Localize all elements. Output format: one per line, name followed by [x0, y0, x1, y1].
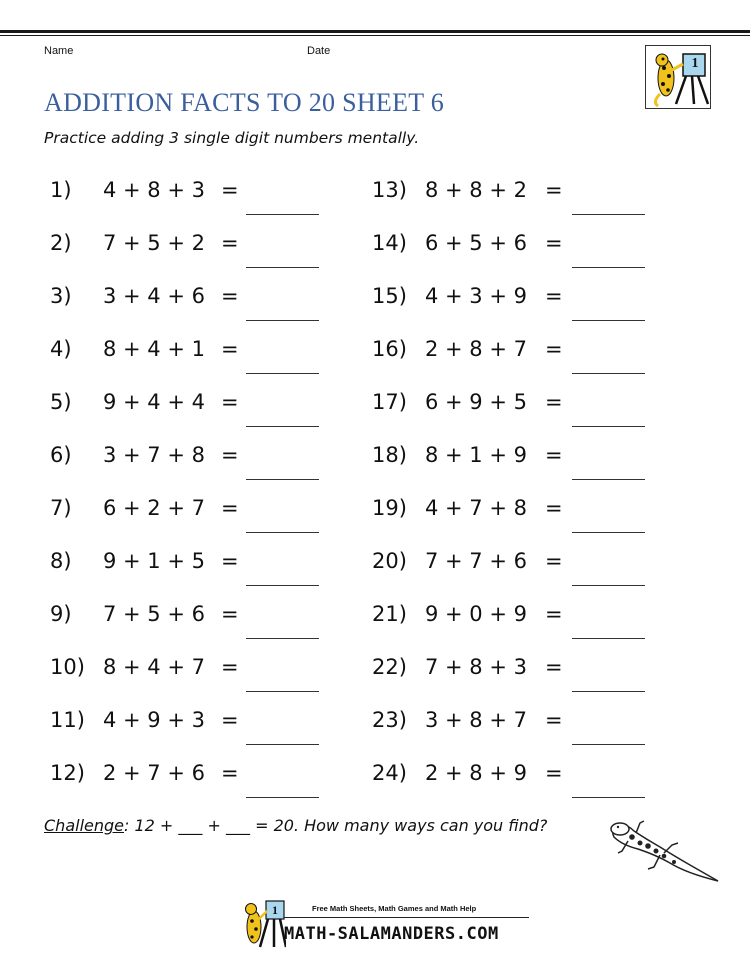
- answer-blank[interactable]: [246, 426, 319, 427]
- problem-number: 5): [50, 390, 72, 414]
- answer-blank[interactable]: [246, 744, 319, 745]
- equals-sign: =: [221, 443, 239, 467]
- equals-sign: =: [545, 443, 563, 467]
- answer-blank[interactable]: [572, 320, 645, 321]
- problem-number: 19): [372, 496, 407, 520]
- problem-row: [372, 749, 750, 802]
- problem-expression: 6 + 5 + 6: [425, 231, 527, 255]
- problem-column-right: [372, 166, 750, 802]
- answer-blank[interactable]: [572, 214, 645, 215]
- challenge-body: : 12 + ___ + ___ = 20. How many ways can you find?: [124, 816, 548, 835]
- problem-row: [372, 537, 750, 590]
- problem-row: [372, 643, 750, 696]
- equals-sign: =: [545, 708, 563, 732]
- problem-expression: 3 + 4 + 6: [103, 284, 205, 308]
- equals-sign: =: [221, 496, 239, 520]
- answer-blank[interactable]: [572, 479, 645, 480]
- problem-row: [0, 484, 375, 537]
- problem-expression: 4 + 7 + 8: [425, 496, 527, 520]
- grade-badge: 1: [691, 56, 699, 71]
- problem-row: [0, 696, 375, 749]
- problem-expression: 2 + 7 + 6: [103, 761, 205, 785]
- problem-number: 20): [372, 549, 407, 573]
- problem-number: 14): [372, 231, 407, 255]
- answer-blank[interactable]: [246, 532, 319, 533]
- answer-blank[interactable]: [246, 797, 319, 798]
- challenge-label: Challenge: [44, 816, 124, 835]
- equals-sign: =: [545, 390, 563, 414]
- page-subtitle: Practice adding 3 single digit numbers mentally.: [44, 129, 420, 147]
- equals-sign: =: [221, 284, 239, 308]
- problem-row: [0, 749, 375, 802]
- problem-row: [372, 696, 750, 749]
- problem-expression: 4 + 9 + 3: [103, 708, 205, 732]
- answer-blank[interactable]: [572, 267, 645, 268]
- answer-blank[interactable]: [246, 267, 319, 268]
- footer-tagline: Free Math Sheets, Math Games and Math Help: [312, 904, 477, 913]
- date-label: Date: [307, 45, 331, 57]
- problem-expression: 9 + 0 + 9: [425, 602, 527, 626]
- equals-sign: =: [545, 549, 563, 573]
- answer-blank[interactable]: [246, 320, 319, 321]
- problem-expression: 7 + 8 + 3: [425, 655, 527, 679]
- problem-expression: 4 + 3 + 9: [425, 284, 527, 308]
- problem-number: 23): [372, 708, 407, 732]
- problem-row: [372, 325, 750, 378]
- problem-number: 8): [50, 549, 72, 573]
- answer-blank[interactable]: [246, 585, 319, 586]
- answer-blank[interactable]: [246, 479, 319, 480]
- equals-sign: =: [221, 231, 239, 255]
- problem-expression: 8 + 4 + 1: [103, 337, 205, 361]
- answer-blank[interactable]: [572, 797, 645, 798]
- equals-sign: =: [221, 602, 239, 626]
- equals-sign: =: [545, 496, 563, 520]
- salamander-icon: [600, 815, 725, 890]
- equals-sign: =: [221, 337, 239, 361]
- problem-expression: 8 + 8 + 2: [425, 178, 527, 202]
- problem-number: 9): [50, 602, 72, 626]
- equals-sign: =: [221, 761, 239, 785]
- problem-number: 22): [372, 655, 407, 679]
- problem-expression: 3 + 8 + 7: [425, 708, 527, 732]
- problem-row: [0, 590, 375, 643]
- problem-row: [0, 378, 375, 431]
- equals-sign: =: [545, 655, 563, 679]
- problem-number: 16): [372, 337, 407, 361]
- problem-number: 6): [50, 443, 72, 467]
- problem-row: [372, 431, 750, 484]
- problem-number: 7): [50, 496, 72, 520]
- problem-expression: 8 + 4 + 7: [103, 655, 205, 679]
- top-rule-thin: [0, 35, 750, 36]
- problem-number: 15): [372, 284, 407, 308]
- answer-blank[interactable]: [246, 214, 319, 215]
- problem-row: [372, 590, 750, 643]
- answer-blank[interactable]: [572, 691, 645, 692]
- problem-number: 18): [372, 443, 407, 467]
- answer-blank[interactable]: [246, 638, 319, 639]
- problem-row: [372, 484, 750, 537]
- footer-badge: 1: [272, 903, 278, 917]
- problem-expression: 6 + 2 + 7: [103, 496, 205, 520]
- problem-row: [0, 643, 375, 696]
- equals-sign: =: [221, 178, 239, 202]
- problem-column-left: [0, 166, 375, 802]
- problem-number: 17): [372, 390, 407, 414]
- answer-blank[interactable]: [572, 638, 645, 639]
- problem-expression: 2 + 8 + 7: [425, 337, 527, 361]
- problem-row: [372, 166, 750, 219]
- problem-number: 24): [372, 761, 407, 785]
- problem-row: [0, 272, 375, 325]
- page-title: ADDITION FACTS TO 20 SHEET 6: [44, 88, 445, 117]
- problem-expression: 9 + 4 + 4: [103, 390, 205, 414]
- problem-row: [372, 219, 750, 272]
- problem-number: 11): [50, 708, 85, 732]
- equals-sign: =: [545, 761, 563, 785]
- problem-row: [0, 219, 375, 272]
- problem-row: [372, 378, 750, 431]
- problem-number: 21): [372, 602, 407, 626]
- problem-row: [372, 272, 750, 325]
- problem-expression: 7 + 5 + 2: [103, 231, 205, 255]
- problem-row: [0, 537, 375, 590]
- answer-blank[interactable]: [572, 426, 645, 427]
- problem-number: 12): [50, 761, 85, 785]
- problem-expression: 7 + 7 + 6: [425, 549, 527, 573]
- problem-expression: 8 + 1 + 9: [425, 443, 527, 467]
- problem-number: 1): [50, 178, 72, 202]
- problem-expression: 9 + 1 + 5: [103, 549, 205, 573]
- footer-divider: [284, 917, 529, 918]
- problem-number: 2): [50, 231, 72, 255]
- equals-sign: =: [545, 284, 563, 308]
- answer-blank[interactable]: [572, 744, 645, 745]
- top-rule: [0, 30, 750, 33]
- footer-site-link[interactable]: MATH-SALAMANDERS.COM: [284, 924, 499, 944]
- challenge-text: [44, 816, 547, 835]
- answer-blank[interactable]: [246, 373, 319, 374]
- answer-blank[interactable]: [246, 691, 319, 692]
- problem-row: [0, 325, 375, 378]
- problem-number: 3): [50, 284, 72, 308]
- problem-expression: 6 + 9 + 5: [425, 390, 527, 414]
- problem-expression: 4 + 8 + 3: [103, 178, 205, 202]
- equals-sign: =: [545, 602, 563, 626]
- problem-expression: 3 + 7 + 8: [103, 443, 205, 467]
- equals-sign: =: [221, 390, 239, 414]
- equals-sign: =: [545, 178, 563, 202]
- equals-sign: =: [221, 549, 239, 573]
- answer-blank[interactable]: [572, 585, 645, 586]
- problem-row: [0, 166, 375, 219]
- answer-blank[interactable]: [572, 532, 645, 533]
- answer-blank[interactable]: [572, 373, 645, 374]
- problem-expression: 7 + 5 + 6: [103, 602, 205, 626]
- equals-sign: =: [545, 231, 563, 255]
- grade-logo: [645, 45, 711, 109]
- problem-number: 10): [50, 655, 85, 679]
- problem-expression: 2 + 8 + 9: [425, 761, 527, 785]
- equals-sign: =: [221, 708, 239, 732]
- problem-number: 4): [50, 337, 72, 361]
- name-label: Name: [44, 45, 74, 57]
- problem-row: [0, 431, 375, 484]
- equals-sign: =: [545, 337, 563, 361]
- equals-sign: =: [221, 655, 239, 679]
- problem-number: 13): [372, 178, 407, 202]
